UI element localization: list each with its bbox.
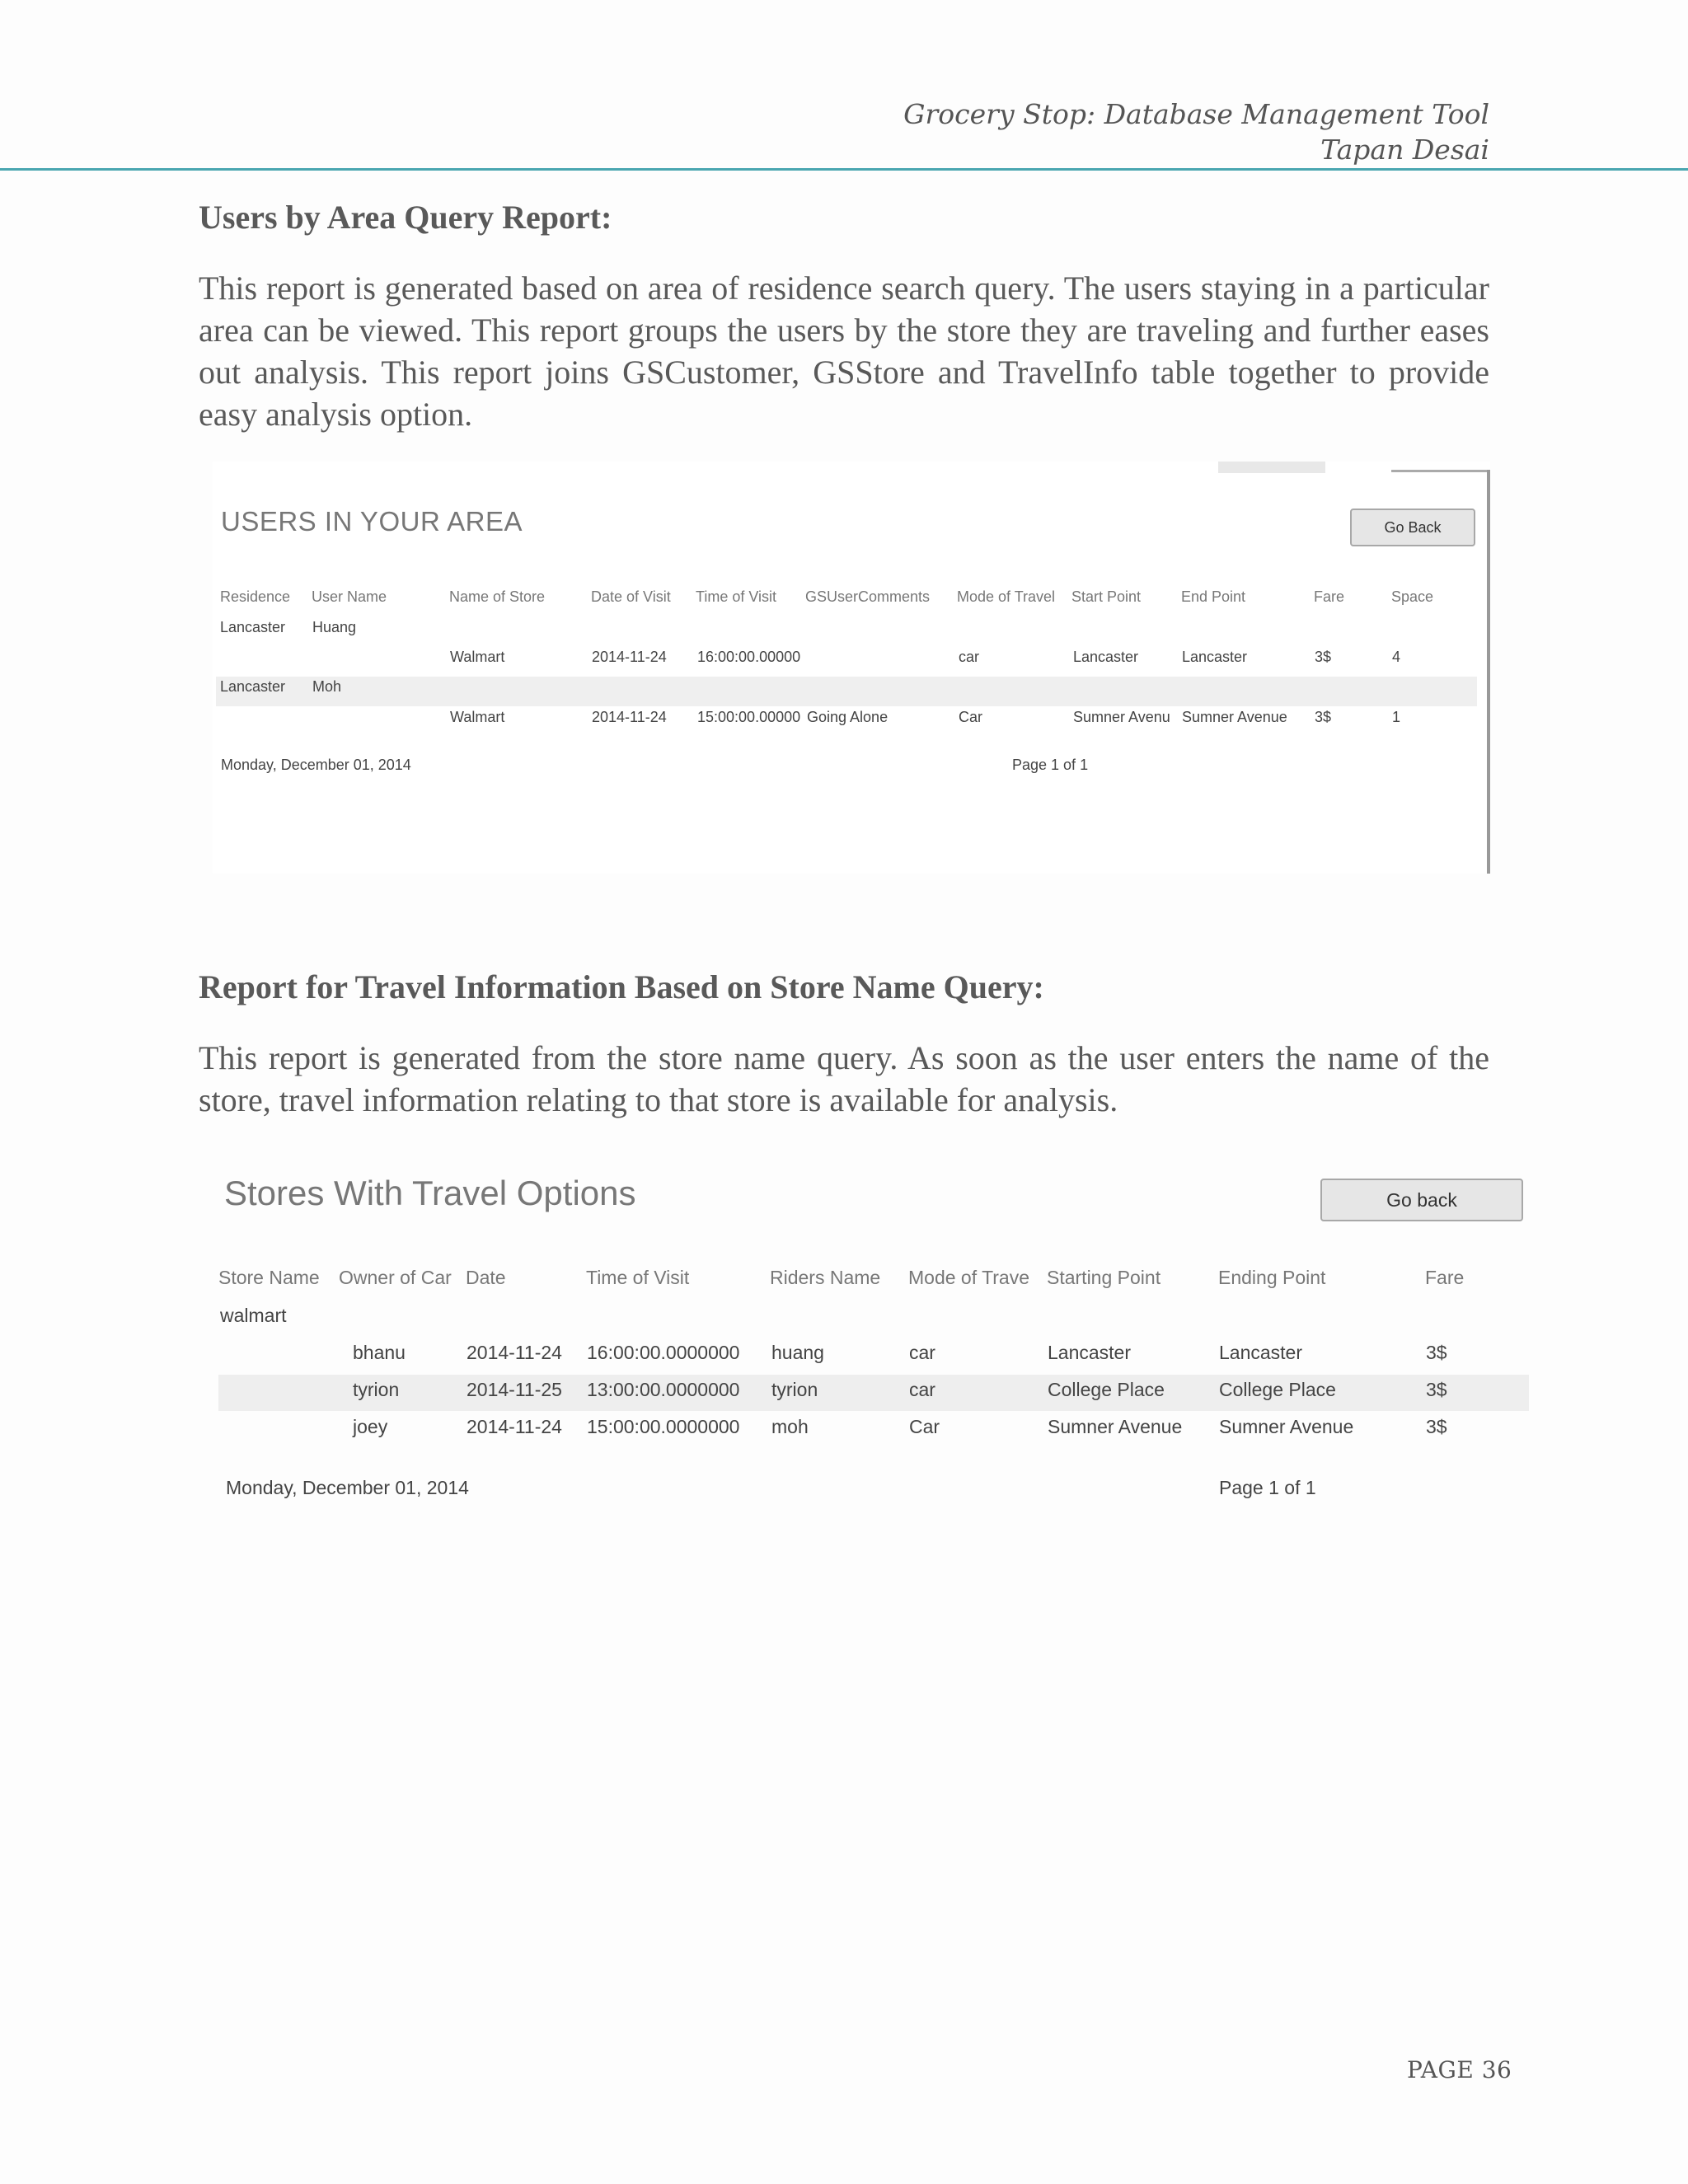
header-rule <box>0 168 1688 171</box>
cell: tyrion <box>353 1379 400 1400</box>
column-header: Starting Point <box>1047 1267 1161 1288</box>
group-store-name: walmart <box>220 1305 287 1326</box>
column-header: Mode of Travel <box>957 588 1056 605</box>
section-heading-users-by-area: Users by Area Query Report: <box>199 199 612 236</box>
report-title: USERS IN YOUR AREA <box>221 506 523 537</box>
column-header: Time of Visit <box>586 1267 690 1288</box>
cell: huang <box>771 1342 824 1363</box>
column-header: Fare <box>1425 1267 1465 1288</box>
users-in-area-report <box>213 462 1490 874</box>
cell: Car <box>959 709 983 725</box>
column-header: Start Point <box>1071 588 1142 605</box>
cell: 3$ <box>1426 1416 1447 1437</box>
cell: 2014-11-24 <box>467 1416 562 1437</box>
section-paragraph-users-by-area: This report is generated based on area of residence search query. The users staying in a particular area can be viewed. This report groups the users by the store they are traveling and further eases out analysis. This report joins GSCustomer, GSStore and TravelInfo table together to provide easy analysis option. <box>199 269 1489 433</box>
cell: Car <box>909 1416 940 1437</box>
cell: College Place <box>1048 1379 1165 1400</box>
cell: 15:00:00.00000 <box>697 709 801 725</box>
cell: bhanu <box>353 1342 406 1363</box>
column-header: End Point <box>1181 588 1246 605</box>
column-header: Ending Point <box>1218 1267 1326 1288</box>
cell: 3$ <box>1426 1342 1447 1363</box>
cell: Lancaster <box>1073 649 1139 665</box>
cell: Going Alone <box>807 709 889 725</box>
alternate-row-band <box>216 677 1477 706</box>
column-header: User Name <box>312 588 387 605</box>
cell: car <box>959 649 980 665</box>
cell: 16:00:00.0000000 <box>587 1342 740 1363</box>
cell: 2014-11-25 <box>467 1379 562 1400</box>
cell: tyrion <box>771 1379 818 1400</box>
cell: Sumner Avenue <box>1048 1416 1183 1437</box>
column-header: Space <box>1391 588 1434 605</box>
report-footer-page: Page 1 of 1 <box>1219 1477 1316 1498</box>
cell: 1 <box>1392 709 1401 725</box>
go-back-button[interactable]: Go Back <box>1350 509 1475 546</box>
cell: 2014-11-24 <box>592 709 667 725</box>
report-footer-date: Monday, December 01, 2014 <box>221 757 411 773</box>
cell: Walmart <box>450 649 505 665</box>
cell: car <box>909 1342 935 1363</box>
report-footer-date: Monday, December 01, 2014 <box>226 1477 469 1498</box>
document-header-author: Tapan Desai <box>1320 134 1489 166</box>
cell: College Place <box>1219 1379 1336 1400</box>
report-frame-top <box>1391 470 1490 472</box>
cell: Lancaster <box>1182 649 1248 665</box>
group-residence: Lancaster <box>220 678 286 695</box>
cell: moh <box>771 1416 809 1437</box>
group-residence: Lancaster <box>220 619 286 635</box>
section-paragraph-travel-info: This report is generated from the store name query. As soon as the user enters the name of the store, travel information relating to that store is available for analysis. <box>199 1039 1489 1118</box>
report-footer-page: Page 1 of 1 <box>1012 757 1089 773</box>
report-frame-right <box>1487 470 1490 874</box>
column-header: Residence <box>220 588 291 605</box>
column-header: Date of Visit <box>591 588 671 605</box>
cell: Sumner Avenue <box>1219 1416 1354 1437</box>
cell: Walmart <box>450 709 505 725</box>
cell: Lancaster <box>1048 1342 1132 1363</box>
column-header: Date <box>466 1267 506 1288</box>
cell: 2014-11-24 <box>467 1342 562 1363</box>
go-back-button[interactable]: Go back <box>1320 1179 1523 1221</box>
report-title: Stores With Travel Options <box>224 1174 636 1212</box>
column-header: Fare <box>1314 588 1345 605</box>
group-user-name: Huang <box>312 619 357 635</box>
cell: 3$ <box>1315 649 1332 665</box>
column-header: GSUserComments <box>805 588 931 605</box>
cell: 2014-11-24 <box>592 649 667 665</box>
report-tab-fragment <box>1218 462 1325 473</box>
cell: Sumner Avenue <box>1182 709 1287 725</box>
cell: 13:00:00.0000000 <box>587 1379 740 1400</box>
cell: Sumner Avenu <box>1073 709 1170 725</box>
page-number: PAGE 36 <box>1407 2056 1512 2083</box>
column-header: Store Name <box>218 1267 320 1288</box>
column-header: Time of Visit <box>696 588 777 605</box>
cell: car <box>909 1379 935 1400</box>
cell: 16:00:00.00000 <box>697 649 801 665</box>
group-user-name: Moh <box>312 678 342 695</box>
column-header: Name of Store <box>449 588 546 605</box>
column-header: Owner of Car <box>339 1267 452 1288</box>
column-header: Mode of Trave <box>908 1267 1030 1288</box>
cell: Lancaster <box>1219 1342 1303 1363</box>
cell: 3$ <box>1426 1379 1447 1400</box>
cell: 4 <box>1392 649 1401 665</box>
section-heading-travel-info: Report for Travel Information Based on Store Name Query: <box>199 968 1044 1005</box>
document-header-title: Grocery Stop: Database Management Tool <box>903 98 1489 130</box>
column-header: Riders Name <box>770 1267 881 1288</box>
cell: joey <box>353 1416 388 1437</box>
cell: 3$ <box>1315 709 1332 725</box>
cell: 15:00:00.0000000 <box>587 1416 740 1437</box>
